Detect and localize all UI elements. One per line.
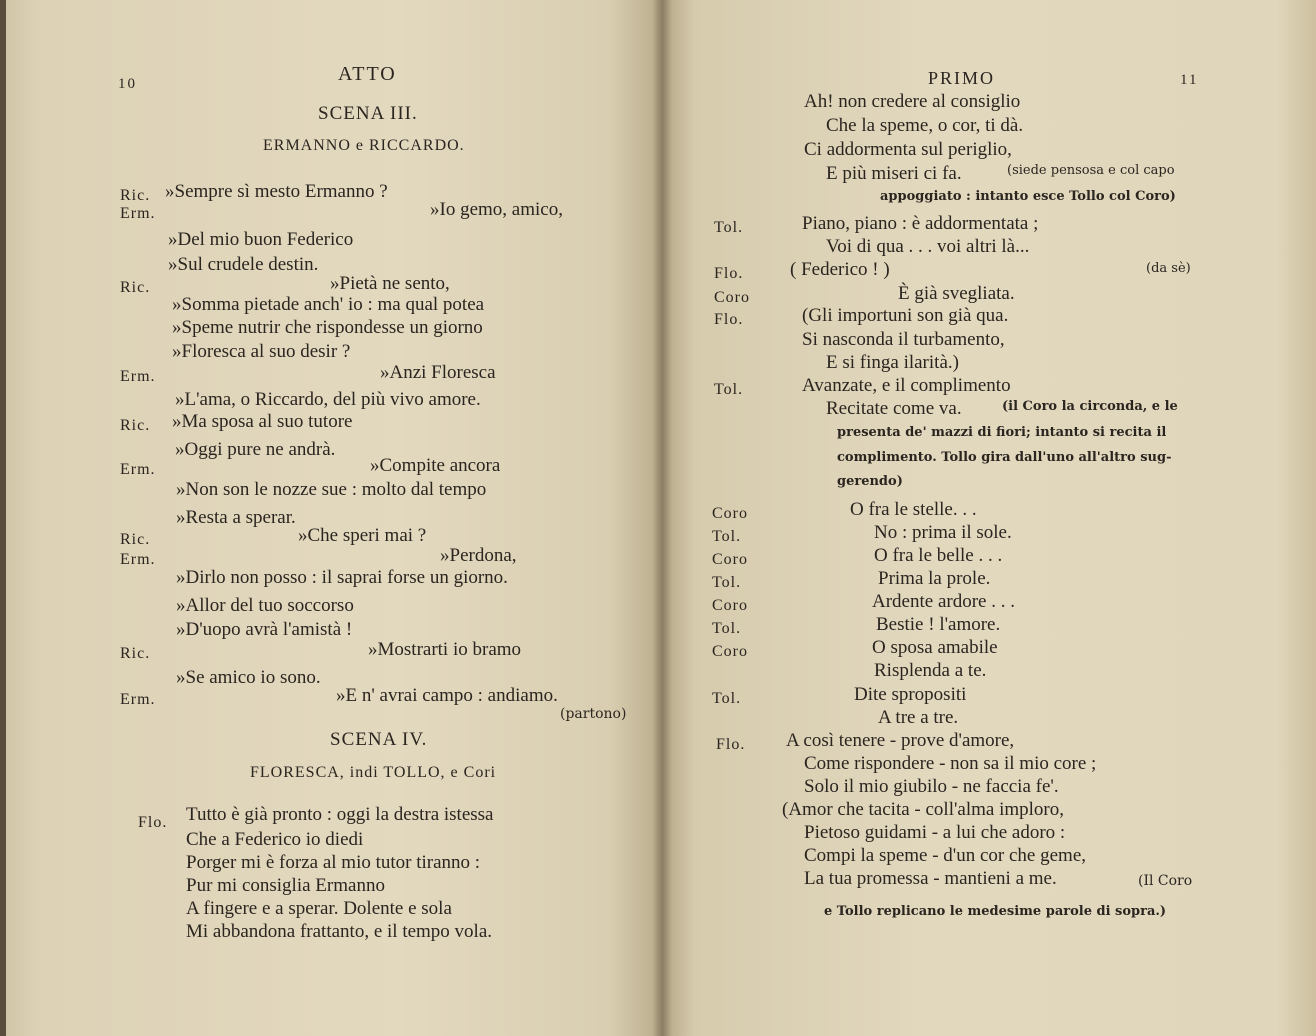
speaker-label: Flo. bbox=[714, 311, 744, 328]
verse-line: A fingere e a sperar. Dolente e sola bbox=[186, 898, 452, 919]
speaker-label: Tol. bbox=[712, 574, 742, 591]
stage-direction: (partono) bbox=[560, 706, 627, 722]
verse-line: Pietoso guidami - a lui che adoro : bbox=[804, 822, 1066, 843]
verse-line: »D'uopo avrà l'amistà ! bbox=[176, 619, 353, 640]
speaker-label: Erm. bbox=[120, 691, 156, 708]
speaker-label: Tol. bbox=[714, 381, 744, 398]
speaker-label: Ric. bbox=[120, 279, 151, 296]
verse-line: Recitate come va. bbox=[826, 398, 962, 419]
verse-line: »Somma pietade anch' io : ma qual potea bbox=[172, 294, 485, 315]
verse-line: »Perdona, bbox=[440, 545, 517, 566]
verse-line: »Floresca al suo desir ? bbox=[172, 341, 351, 362]
running-head: ATTO bbox=[338, 63, 397, 85]
book-gutter bbox=[652, 0, 672, 1036]
verse-line: Ah! non credere al consiglio bbox=[804, 91, 1021, 112]
verse-line: Mi abbandona frattanto, e il tempo vola. bbox=[186, 921, 493, 942]
verse-line: Ardente ardore . . . bbox=[872, 591, 1015, 612]
speaker-label: Ric. bbox=[120, 187, 151, 204]
stage-direction: appoggiato : intanto esce Tollo col Coro) bbox=[880, 189, 1176, 204]
stage-direction: (Il Coro bbox=[1138, 873, 1193, 889]
speaker-label: Tol. bbox=[714, 219, 744, 236]
aside-direction: (da sè) bbox=[1146, 261, 1191, 276]
verse-line: Che a Federico io diedi bbox=[186, 829, 364, 850]
stage-direction: (siede pensosa e col capo bbox=[1007, 163, 1175, 178]
speaker-label: Flo. bbox=[716, 736, 746, 753]
running-head: PRIMO bbox=[928, 68, 996, 88]
verse-line: Tutto è già pronto : oggi la destra istessa bbox=[186, 804, 494, 825]
verse-line: »Mostrarti io bramo bbox=[368, 639, 522, 660]
verse-line: Dite spropositi bbox=[854, 684, 967, 705]
verse-line: O fra le stelle. . . bbox=[850, 499, 977, 520]
speaker-label: Tol. bbox=[712, 528, 742, 545]
verse-line: Si nasconda il turbamento, bbox=[802, 329, 1005, 350]
verse-line: La tua promessa - mantieni a me. bbox=[804, 868, 1057, 889]
verse-line: È già svegliata. bbox=[898, 283, 1015, 304]
stage-direction: complimento. Tollo gira dall'uno all'altro sug- bbox=[837, 450, 1172, 465]
speaker-label: Coro bbox=[714, 289, 750, 306]
verse-line: No : prima il sole. bbox=[874, 522, 1012, 543]
verse-line: (Gli importuni son già qua. bbox=[802, 305, 1009, 326]
speaker-label: Flo. bbox=[714, 265, 744, 282]
speaker-label: Erm. bbox=[120, 461, 156, 478]
verse-line: Solo il mio giubilo - ne faccia fe'. bbox=[804, 776, 1059, 797]
verse-line: Come rispondere - non sa il mio core ; bbox=[804, 753, 1097, 774]
speaker-label: Coro bbox=[712, 551, 748, 568]
stage-direction: gerendo) bbox=[837, 474, 903, 489]
verse-line: A tre a tre. bbox=[878, 707, 959, 728]
verse-line: Piano, piano : è addormentata ; bbox=[802, 213, 1039, 234]
speaker-label: Coro bbox=[712, 643, 748, 660]
verse-line: »Anzi Floresca bbox=[380, 362, 496, 383]
verse-line: »Pietà ne sento, bbox=[330, 273, 450, 294]
speaker-label: Tol. bbox=[712, 620, 742, 637]
verse-line: Che la speme, o cor, ti dà. bbox=[826, 115, 1024, 136]
scene-title: SCENA IV. bbox=[330, 729, 428, 750]
verse-line: »Non son le nozze sue : molto dal tempo bbox=[176, 479, 487, 500]
verse-line: »Ma sposa al suo tutore bbox=[172, 411, 353, 432]
verse-line: Prima la prole. bbox=[878, 568, 991, 589]
verse-line: E si finga ilarità.) bbox=[826, 352, 959, 373]
stage-direction: e Tollo replicano le medesime parole di sopra.) bbox=[824, 904, 1167, 919]
verse-line: Pur mi consiglia Ermanno bbox=[186, 875, 385, 896]
verse-line: Risplenda a te. bbox=[874, 660, 987, 681]
verse-line: O sposa amabile bbox=[872, 637, 998, 658]
verse-line: O fra le belle . . . bbox=[874, 545, 1003, 566]
verse-line: A così tenere - prove d'amore, bbox=[786, 730, 1015, 751]
verse-line: »Del mio buon Federico bbox=[168, 229, 354, 250]
verse-line: »Sul crudele destin. bbox=[168, 254, 319, 275]
verse-line: »Allor del tuo soccorso bbox=[176, 595, 354, 616]
verse-line: »Compite ancora bbox=[370, 455, 501, 476]
verse-line: »Io gemo, amico, bbox=[430, 199, 563, 220]
speaker-label: Erm. bbox=[120, 368, 156, 385]
verse-line: E più miseri ci fa. bbox=[826, 163, 962, 184]
speaker-label: Erm. bbox=[120, 205, 156, 222]
verse-line: Compi la speme - d'un cor che geme, bbox=[804, 845, 1087, 866]
speaker-label: Erm. bbox=[120, 551, 156, 568]
verse-line: »Sempre sì mesto Ermanno ? bbox=[165, 181, 388, 202]
verse-line: »Oggi pure ne andrà. bbox=[175, 439, 336, 460]
verse-line: Porger mi è forza al mio tutor tiranno : bbox=[186, 852, 481, 873]
speaker-label: Ric. bbox=[120, 417, 151, 434]
verse-line: Ci addormenta sul periglio, bbox=[804, 139, 1012, 160]
page-edge bbox=[0, 0, 6, 1036]
speaker-label: Tol. bbox=[712, 690, 742, 707]
verse-line: »Speme nutrir che rispondesse un giorno bbox=[172, 317, 483, 338]
scene-title: SCENA III. bbox=[318, 103, 418, 124]
scene-characters: FLORESCA, indi TOLLO, e Cori bbox=[250, 764, 497, 781]
page-number: 10 bbox=[118, 76, 137, 92]
verse-line: »Resta a sperar. bbox=[176, 507, 296, 528]
verse-line: »L'ama, o Riccardo, del più vivo amore. bbox=[175, 389, 481, 410]
speaker-label: Coro bbox=[712, 505, 748, 522]
verse-line: (Amor che tacita - coll'alma imploro, bbox=[782, 799, 1064, 820]
stage-direction: (il Coro la circonda, e le bbox=[1002, 399, 1178, 414]
speaker-label: Flo. bbox=[138, 814, 168, 831]
speaker-label: Coro bbox=[712, 597, 748, 614]
verse-line: »Se amico io sono. bbox=[176, 667, 321, 688]
stage-direction: presenta de' mazzi di fiori; intanto si recita il bbox=[837, 425, 1167, 440]
scene-characters: ERMANNO e RICCARDO. bbox=[263, 137, 465, 154]
verse-line: Voi di qua . . . voi altri là... bbox=[826, 236, 1030, 257]
speaker-label: Ric. bbox=[120, 645, 151, 662]
verse-line: Avanzate, e il complimento bbox=[802, 375, 1011, 396]
verse-line: Bestie ! l'amore. bbox=[876, 614, 1001, 635]
verse-line: ( Federico ! ) bbox=[790, 259, 890, 280]
page-number: 11 bbox=[1180, 72, 1199, 88]
speaker-label: Ric. bbox=[120, 531, 151, 548]
verse-line: »Dirlo non posso : il saprai forse un giorno. bbox=[176, 567, 508, 588]
right-page bbox=[662, 0, 1316, 1036]
verse-line: »Che speri mai ? bbox=[298, 525, 427, 546]
verse-line: »E n' avrai campo : andiamo. bbox=[336, 685, 558, 706]
